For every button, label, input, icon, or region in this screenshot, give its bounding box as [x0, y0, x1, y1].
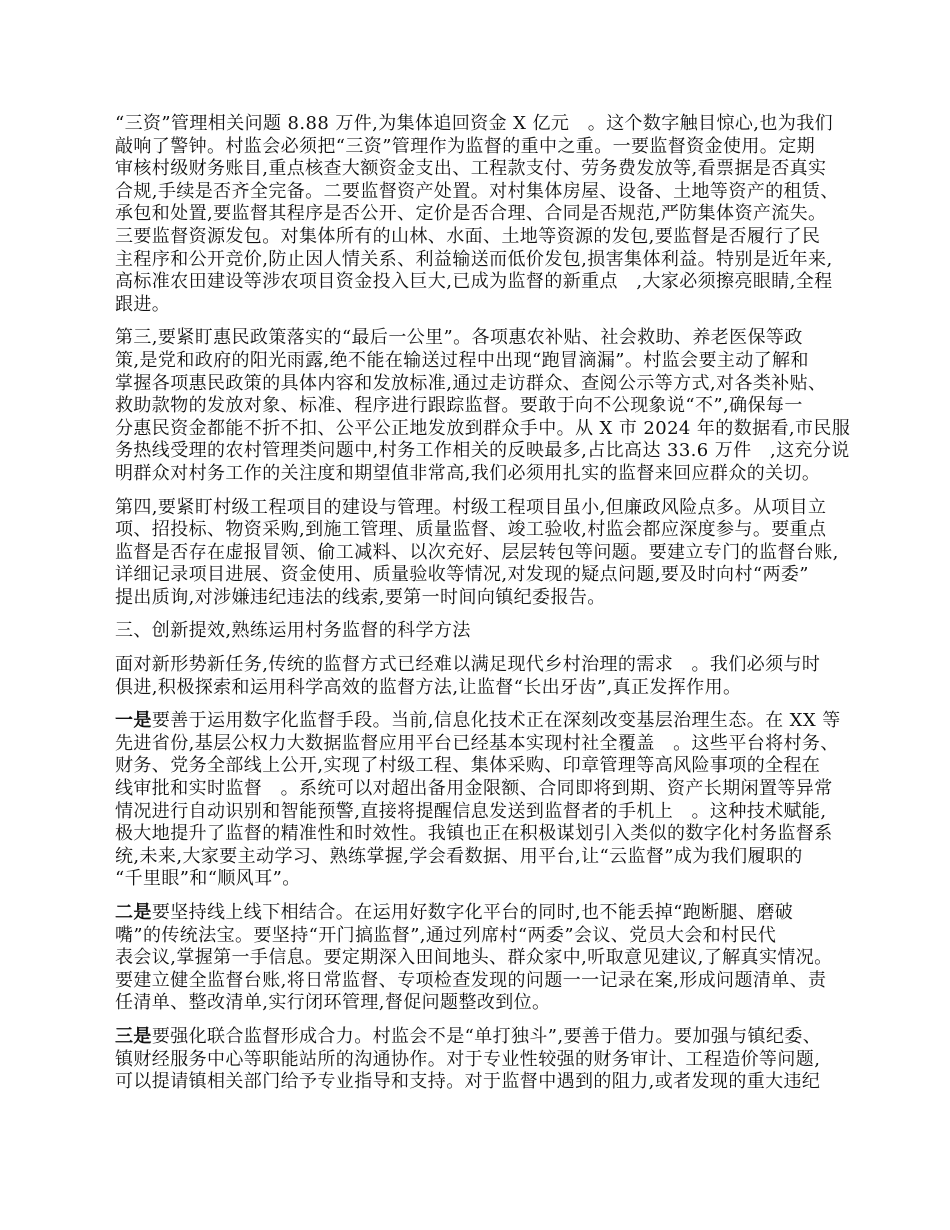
text-line: [115, 203, 855, 226]
text-line: [115, 564, 855, 587]
line-text: 三要监督资源发包。对集体所有的山林、水面、土地等资源的发包,要监督是否履行了民: [115, 225, 821, 247]
paragraph: [115, 113, 855, 316]
text-line: [115, 440, 855, 463]
section-heading: [115, 620, 855, 643]
text-line: [115, 733, 855, 756]
text-line: [115, 587, 855, 610]
line-text: 表会议,掌握第一手信息。要定期深入田间地头、群众家中,听取意见建议,了解真实情况。: [115, 947, 833, 969]
text-line: [115, 846, 855, 869]
text-line: [115, 373, 855, 396]
paragraph-lead: 一是: [115, 710, 152, 732]
line-text: 线审批和实时监督 。系统可以对超出备用金限额、合同即将到期、资产长期闲置等异常: [115, 778, 833, 800]
text-line: [115, 271, 855, 294]
line-text: 要强化联合监督形成合力。村监会不是“单打独斗”,要善于借力。要加强与镇纪委、: [151, 1025, 822, 1047]
text-line: [115, 395, 855, 418]
line-text: 可以提请镇相关部门给予专业指导和支持。对于监督中遇到的阻力,或者发现的重大违纪: [115, 1071, 821, 1093]
text-line: [115, 519, 855, 542]
line-text: 监督是否存在虚报冒领、偷工减料、以次充好、层层转包等问题。要建立专门的监督台账,: [115, 541, 839, 563]
line-text: 审核村级财务账目,重点核查大额资金支出、工程款支付、劳务费发放等,看票据是否真实: [115, 158, 827, 180]
text-line: [115, 710, 855, 733]
line-text: 要坚持线上线下相结合。在运用好数字化平台的同时,也不能丢掉“跑断腿、磨破: [151, 902, 794, 923]
text-line: [115, 350, 855, 373]
text-line: [115, 113, 855, 136]
line-text: 三、创新提效,熟练运用村务监督的科学方法: [115, 620, 471, 642]
line-text: 第三,要紧盯惠民政策落实的“最后一公里”。各项惠农补贴、社会救助、养老医保等政: [115, 327, 803, 349]
line-text: 极大地提升了监督的精准性和时效性。我镇也正在积极谋划引入类似的数字化村务监督系: [115, 823, 833, 845]
text-line: [115, 801, 855, 824]
text-line: [115, 823, 855, 846]
line-text: 策,是党和政府的阳光雨露,绝不能在输送过程中出现“跑冒滴漏”。村监会要主动了解和: [115, 349, 809, 371]
text-line: [115, 778, 855, 801]
line-text: “三资”管理相关问题 8.88 万件,为集体追回资金 X 亿元 。这个数字触目惊心,也为我们: [115, 113, 834, 134]
text-line: [115, 542, 855, 565]
line-text: 高标准农田建设等涉农项目资金投入巨大,已成为监督的新重点 ,大家必须擦亮眼睛,全程: [115, 271, 833, 293]
text-line: [115, 620, 855, 643]
text-line: [115, 677, 855, 700]
line-text: 项、招投标、物资采购,到施工管理、质量监督、竣工验收,村监会都应深度参与。要重点: [115, 519, 827, 541]
text-line: [115, 868, 855, 891]
text-line: [115, 902, 855, 925]
text-line: [115, 925, 855, 948]
text-line: [115, 947, 855, 970]
line-text: 务热线受理的农村管理类问题中,村务工作相关的反映最多,占比高达 33.6 万件 ,这充分说: [115, 440, 850, 462]
paragraph: [115, 327, 855, 485]
text-line: [115, 970, 855, 993]
paragraph: [115, 497, 855, 610]
paragraph-lead: 三是: [115, 1025, 152, 1047]
text-line: [115, 418, 855, 441]
text-line: [115, 463, 855, 486]
text-line: [115, 1049, 855, 1072]
line-text: 敲响了警钟。村监会必须把“三资”管理作为监督的重中之重。一要监督资金使用。定期: [115, 135, 816, 157]
text-line: [115, 992, 855, 1015]
line-text: 承包和处置,要监督其程序是否公开、定价是否合理、合同是否规范,严防集体资产流失。: [115, 203, 827, 225]
document-page: [115, 113, 855, 1105]
text-line: [115, 497, 855, 520]
paragraph-lead: 二是: [115, 902, 152, 923]
line-text: 财务、党务全部线上公开,实现了村级工程、集体采购、印章管理等高风险事项的全程在: [115, 755, 821, 777]
line-text: “千里眼”和“顺风耳”。: [115, 868, 301, 890]
line-text: 救助款物的发放对象、标准、程序进行跟踪监督。要敢于向不公现象说“不”,确保每一: [115, 395, 803, 417]
text-line: [115, 755, 855, 778]
line-text: 详细记录项目进展、资金使用、质量验收等情况,对发现的疑点问题,要及时向村“两委”: [115, 564, 809, 586]
line-text: 统,未来,大家要主动学习、熟练掌握,学会看数据、用平台,让“云监督”成为我们履职的: [115, 845, 803, 867]
text-line: [115, 654, 855, 677]
text-line: [115, 1026, 855, 1049]
paragraph: [115, 710, 855, 891]
text-line: [115, 1071, 855, 1094]
line-text: 第四,要紧盯村级工程项目的建设与管理。村级工程项目虽小,但廉政风险点多。从项目立: [115, 496, 827, 518]
line-text: 要善于运用数字化监督手段。当前,信息化技术正在深刻改变基层治理生态。在 XX 等: [151, 710, 841, 732]
paragraph: [115, 654, 855, 699]
line-text: 任清单、整改清单,实行闭环管理,督促问题整改到位。: [115, 992, 551, 1014]
text-line: [115, 136, 855, 159]
line-text: 主程序和公开竞价,防止因人情关系、利益输送而低价发包,损害集体利益。特别是近年来,: [115, 248, 833, 270]
line-text: 情况进行自动识别和智能预警,直接将提醒信息发送到监督者的手机上 。这种技术赋能,: [115, 800, 827, 822]
line-text: 跟进。: [115, 293, 171, 315]
line-text: 掌握各项惠民政策的具体内容和发放标准,通过走访群众、查阅公示等方式,对各类补贴、: [115, 372, 827, 394]
paragraph: [115, 1026, 855, 1094]
line-text: 分惠民资金都能不折不扣、公平公正地发放到群众手中。从 X 市 2024 年的数据看,市民服: [115, 417, 851, 439]
text-line: [115, 181, 855, 204]
line-text: 嘴”的传统法宝。要坚持“开门搞监督”,通过列席村“两委”会议、党员大会和村民代: [115, 924, 777, 946]
text-line: [115, 249, 855, 272]
text-line: [115, 226, 855, 249]
line-text: 镇财经服务中心等职能站所的沟通协作。对于专业性较强的财务审计、工程造价等问题,: [115, 1048, 821, 1070]
text-line: [115, 294, 855, 317]
text-line: [115, 327, 855, 350]
line-text: 俱进,积极探索和运用科学高效的监督方法,让监督“长出牙齿”,真正发挥作用。: [115, 676, 742, 698]
line-text: 合规,手续是否齐全完备。二要监督资产处置。对村集体房屋、设备、土地等资产的租赁、: [115, 180, 839, 202]
line-text: 面对新形势新任务,传统的监督方式已经难以满足现代乡村治理的需求 。我们必须与时: [115, 654, 821, 676]
line-text: 要建立健全监督台账,将日常监督、专项检查发现的问题一一记录在案,形成问题清单、责: [115, 969, 827, 991]
text-line: [115, 158, 855, 181]
line-text: 提出质询,对涉嫌违纪违法的线索,要第一时间向镇纪委报告。: [115, 586, 606, 608]
line-text: 先进省份,基层公权力大数据监督应用平台已经基本实现村社全覆盖 。这些平台将村务、: [115, 732, 839, 754]
line-text: 明群众对村务工作的关注度和期望值非常高,我们必须用扎实的监督来回应群众的关切。: [115, 462, 821, 484]
paragraph: [115, 902, 855, 1015]
